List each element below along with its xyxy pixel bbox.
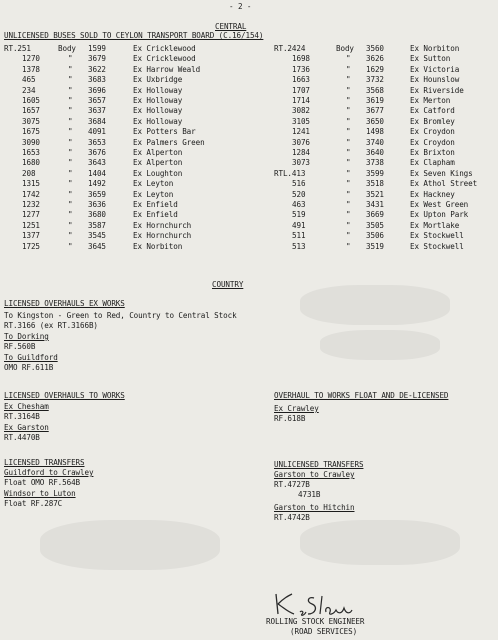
licensed-overhauls-ex-works-title: LICENSED OVERHAULS EX WORKS bbox=[4, 299, 125, 308]
body-number: 3677 bbox=[366, 106, 384, 116]
fleet-number: RT.251 bbox=[4, 44, 31, 53]
origin-garage: Ex Harrow Weald bbox=[133, 64, 201, 74]
unlicensed-transfers-title: UNLICENSED TRANSFERS bbox=[274, 460, 364, 469]
float-rf287c-line: Float RF.287C bbox=[4, 499, 63, 508]
to-dorking-value: RF.560B bbox=[4, 342, 36, 351]
body-label: Body bbox=[336, 44, 354, 53]
body-number: 3619 bbox=[366, 96, 384, 105]
body-number: 3676 bbox=[88, 148, 106, 157]
body-label: " bbox=[346, 158, 351, 168]
body-number: 3650 bbox=[366, 116, 384, 126]
float-omo-line: Float OMO RF.564B bbox=[4, 478, 81, 487]
fleet-number: 1663 bbox=[292, 75, 310, 85]
body-label: " bbox=[68, 106, 73, 116]
origin-garage: Ex Leyton bbox=[133, 179, 174, 189]
origin-garage: Ex Holloway bbox=[133, 106, 183, 116]
body-number: 3657 bbox=[88, 96, 106, 105]
body-label: " bbox=[68, 179, 73, 189]
to-dorking-label: To Dorking bbox=[4, 332, 49, 341]
body-number: 4091 bbox=[88, 127, 106, 137]
body-number: 1498 bbox=[366, 127, 384, 137]
body-number: 3636 bbox=[88, 200, 106, 209]
body-label: " bbox=[68, 158, 73, 168]
to-guildford-label: To Guildford bbox=[4, 353, 58, 362]
scan-smudge bbox=[300, 520, 460, 565]
right-table-row bbox=[0, 190, 498, 199]
body-label: " bbox=[68, 210, 73, 220]
origin-garage: Ex Alperton bbox=[133, 158, 183, 168]
fleet-number: 3075 bbox=[22, 116, 40, 126]
body-number: 3587 bbox=[88, 220, 106, 230]
body-number: 1492 bbox=[88, 179, 106, 189]
right-table-row bbox=[0, 242, 498, 251]
fleet-number: 234 bbox=[22, 85, 36, 95]
origin-garage: Ex Victoria bbox=[410, 64, 460, 74]
right-table-row bbox=[0, 127, 498, 136]
body-label: " bbox=[68, 54, 73, 64]
to-kingston-line: To Kingston - Green to Red, Country to Central Stock bbox=[4, 311, 237, 320]
ex-crawley-value: RF.618B bbox=[274, 414, 306, 423]
origin-garage: Ex Stockwell bbox=[410, 231, 464, 241]
body-label: " bbox=[68, 75, 73, 85]
country-heading: COUNTRY bbox=[212, 280, 244, 289]
windsor-to-luton-label: Windsor to Luton bbox=[4, 489, 76, 498]
origin-garage: Ex Hornchurch bbox=[133, 231, 192, 241]
fleet-number: 1742 bbox=[22, 189, 40, 199]
fleet-number: RT.2424 bbox=[274, 44, 306, 53]
body-number: 3738 bbox=[366, 158, 384, 168]
body-number: 3560 bbox=[366, 44, 384, 53]
rt4731b-line: 4731B bbox=[298, 490, 321, 499]
body-number: 3431 bbox=[366, 200, 384, 209]
body-number: 3626 bbox=[366, 54, 384, 64]
body-number: 3545 bbox=[88, 231, 106, 241]
origin-garage: Ex Croydon bbox=[410, 127, 455, 137]
right-table-row bbox=[0, 138, 498, 147]
body-label: " bbox=[346, 106, 351, 116]
fleet-number: 463 bbox=[292, 200, 306, 209]
right-table-row bbox=[0, 54, 498, 63]
origin-garage: Ex Mortlake bbox=[410, 220, 460, 230]
central-subheading: UNLICENSED BUSES SOLD TO CEYLON TRANSPORT BOARD (C.16/154) bbox=[4, 31, 264, 40]
fleet-number: 1277 bbox=[22, 210, 40, 220]
fleet-number: 1232 bbox=[22, 200, 40, 209]
fleet-number: 519 bbox=[292, 210, 306, 220]
body-label: " bbox=[346, 210, 351, 220]
body-number: 3622 bbox=[88, 64, 106, 74]
ex-chesham-value: RT.3164B bbox=[4, 412, 40, 421]
rt3166-line: RT.3166 (ex RT.3166B) bbox=[4, 321, 98, 330]
body-label: " bbox=[346, 85, 351, 95]
fleet-number: 511 bbox=[292, 231, 306, 241]
origin-garage: Ex Upton Park bbox=[410, 210, 469, 220]
origin-garage: Ex Hounslow bbox=[410, 75, 460, 85]
fleet-number: 1680 bbox=[22, 158, 40, 168]
body-number: 3679 bbox=[88, 54, 106, 64]
origin-garage: Ex Leyton bbox=[133, 189, 174, 199]
garston-to-hitchin-label: Garston to Hitchin bbox=[274, 503, 355, 512]
origin-garage: Ex Palmers Green bbox=[133, 137, 205, 147]
licensed-overhauls-to-works-title: LICENSED OVERHAULS TO WORKS bbox=[4, 391, 125, 400]
body-number: 3732 bbox=[366, 75, 384, 85]
body-number: 1599 bbox=[88, 44, 106, 53]
fleet-number: 1251 bbox=[22, 220, 40, 230]
ex-garston-label: Ex Garston bbox=[4, 423, 49, 432]
central-heading: CENTRAL bbox=[215, 22, 247, 31]
body-label: " bbox=[68, 220, 73, 230]
fleet-number: 1605 bbox=[22, 96, 40, 105]
right-table-row bbox=[0, 148, 498, 157]
body-label: " bbox=[346, 127, 351, 137]
body-label: " bbox=[346, 54, 351, 64]
origin-garage: Ex Holloway bbox=[133, 96, 183, 105]
right-table-row bbox=[0, 96, 498, 105]
origin-garage: Ex Brixton bbox=[410, 148, 455, 157]
origin-garage: Ex Cricklewood bbox=[133, 44, 196, 53]
body-number: 3680 bbox=[88, 210, 106, 220]
body-label: " bbox=[346, 148, 351, 157]
body-label: " bbox=[68, 189, 73, 199]
fleet-number: 1241 bbox=[292, 127, 310, 137]
fleet-number: 513 bbox=[292, 241, 306, 251]
page-number: - 2 - bbox=[229, 2, 252, 11]
guildford-to-crawley-label: Guildford to Crawley bbox=[4, 468, 94, 477]
origin-garage: Ex Hornchurch bbox=[133, 220, 192, 230]
licensed-transfers-title: LICENSED TRANSFERS bbox=[4, 458, 85, 467]
body-label: " bbox=[68, 137, 73, 147]
body-number: 3740 bbox=[366, 137, 384, 147]
body-number: 3519 bbox=[366, 241, 384, 251]
right-table-row bbox=[0, 179, 498, 188]
body-label: " bbox=[68, 127, 73, 137]
rt4727b-line: RT.4727B bbox=[274, 480, 310, 489]
scan-smudge bbox=[40, 520, 220, 570]
ex-chesham-label: Ex Chesham bbox=[4, 402, 49, 411]
origin-garage: Ex Clapham bbox=[410, 158, 455, 168]
body-label: " bbox=[346, 189, 351, 199]
body-number: 3506 bbox=[366, 231, 384, 241]
body-label: " bbox=[346, 64, 351, 74]
origin-garage: Ex Stockwell bbox=[410, 241, 464, 251]
scan-smudge bbox=[300, 285, 450, 325]
body-label: " bbox=[68, 168, 73, 178]
ex-garston-value: RT.4470B bbox=[4, 433, 40, 442]
fleet-number: 1284 bbox=[292, 148, 310, 157]
body-label: " bbox=[68, 148, 73, 157]
body-number: 3653 bbox=[88, 137, 106, 147]
body-label: " bbox=[346, 168, 351, 178]
body-label: " bbox=[68, 96, 73, 105]
to-guildford-value: OMO RF.611B bbox=[4, 363, 54, 372]
body-label: " bbox=[346, 231, 351, 241]
body-number: 3640 bbox=[366, 148, 384, 157]
origin-garage: Ex Alperton bbox=[133, 148, 183, 157]
fleet-number: 1675 bbox=[22, 127, 40, 137]
signature-subtitle: (ROAD SERVICES) bbox=[290, 627, 358, 636]
right-table-row bbox=[0, 75, 498, 84]
origin-garage: Ex Hackney bbox=[410, 189, 455, 199]
body-label: " bbox=[346, 96, 351, 105]
fleet-number: 3105 bbox=[292, 116, 310, 126]
garston-to-crawley-label: Garston to Crawley bbox=[274, 470, 355, 479]
origin-garage: Ex Norbiton bbox=[410, 44, 460, 53]
origin-garage: Ex Riverside bbox=[410, 85, 464, 95]
body-number: 3637 bbox=[88, 106, 106, 116]
body-label: " bbox=[346, 241, 351, 251]
fleet-number: 3076 bbox=[292, 137, 310, 147]
body-label: " bbox=[346, 116, 351, 126]
body-number: 1629 bbox=[366, 64, 384, 74]
origin-garage: Ex Holloway bbox=[133, 85, 183, 95]
body-number: 3684 bbox=[88, 116, 106, 126]
origin-garage: Ex Loughton bbox=[133, 168, 183, 178]
body-label: Body bbox=[58, 44, 76, 53]
body-label: " bbox=[68, 116, 73, 126]
fleet-number: 1378 bbox=[22, 64, 40, 74]
origin-garage: Ex Athol Street bbox=[410, 179, 478, 189]
fleet-number: 1653 bbox=[22, 148, 40, 157]
right-table-row bbox=[0, 44, 498, 53]
origin-garage: Ex Potters Bar bbox=[133, 127, 196, 137]
body-number: 3669 bbox=[366, 210, 384, 220]
fleet-number: 520 bbox=[292, 189, 306, 199]
fleet-number: 1315 bbox=[22, 179, 40, 189]
origin-garage: Ex Sutton bbox=[410, 54, 451, 64]
right-table-row bbox=[0, 169, 498, 178]
origin-garage: Ex Cricklewood bbox=[133, 54, 196, 64]
fleet-number: 3082 bbox=[292, 106, 310, 116]
origin-garage: Ex Bromley bbox=[410, 116, 455, 126]
body-number: 1404 bbox=[88, 168, 106, 178]
body-label: " bbox=[346, 75, 351, 85]
fleet-number: RTL.413 bbox=[274, 168, 306, 178]
overhaul-float-title: OVERHAUL TO WORKS FLOAT AND DE-LICENSED bbox=[274, 391, 449, 400]
origin-garage: Ex Seven Kings bbox=[410, 168, 473, 178]
right-table-row bbox=[0, 86, 498, 95]
origin-garage: Ex Holloway bbox=[133, 116, 183, 126]
right-table-row bbox=[0, 231, 498, 240]
origin-garage: Ex Uxbridge bbox=[133, 75, 183, 85]
fleet-number: 1698 bbox=[292, 54, 310, 64]
body-label: " bbox=[68, 241, 73, 251]
fleet-number: 491 bbox=[292, 220, 306, 230]
right-table-row bbox=[0, 210, 498, 219]
origin-garage: Ex Enfield bbox=[133, 210, 178, 220]
fleet-number: 3090 bbox=[22, 137, 40, 147]
body-number: 3518 bbox=[366, 179, 384, 189]
signature-title: ROLLING STOCK ENGINEER bbox=[266, 617, 365, 626]
fleet-number: 3073 bbox=[292, 158, 310, 168]
scan-smudge bbox=[320, 330, 440, 360]
fleet-number: 1270 bbox=[22, 54, 40, 64]
right-table-row bbox=[0, 200, 498, 209]
fleet-number: 1707 bbox=[292, 85, 310, 95]
body-number: 3659 bbox=[88, 189, 106, 199]
body-number: 3645 bbox=[88, 241, 106, 251]
ex-crawley-label: Ex Crawley bbox=[274, 404, 319, 413]
origin-garage: Ex Norbiton bbox=[133, 241, 183, 251]
fleet-number: 1736 bbox=[292, 64, 310, 74]
right-table-row bbox=[0, 221, 498, 230]
rt4742b-line: RT.4742B bbox=[274, 513, 310, 522]
body-number: 3568 bbox=[366, 85, 384, 95]
origin-garage: Ex West Green bbox=[410, 200, 469, 209]
origin-garage: Ex Catford bbox=[410, 106, 455, 116]
origin-garage: Ex Merton bbox=[410, 96, 451, 105]
right-table-row bbox=[0, 65, 498, 74]
origin-garage: Ex Enfield bbox=[133, 200, 178, 209]
body-label: " bbox=[68, 85, 73, 95]
body-label: " bbox=[346, 200, 351, 209]
fleet-number: 1725 bbox=[22, 241, 40, 251]
fleet-number: 1657 bbox=[22, 106, 40, 116]
right-table-row bbox=[0, 106, 498, 115]
body-label: " bbox=[68, 231, 73, 241]
body-label: " bbox=[68, 64, 73, 74]
right-table-row bbox=[0, 117, 498, 126]
body-label: " bbox=[68, 200, 73, 209]
fleet-number: 516 bbox=[292, 179, 306, 189]
body-number: 3521 bbox=[366, 189, 384, 199]
body-number: 3643 bbox=[88, 158, 106, 168]
origin-garage: Ex Croydon bbox=[410, 137, 455, 147]
body-number: 3599 bbox=[366, 168, 384, 178]
fleet-number: 208 bbox=[22, 168, 36, 178]
body-label: " bbox=[346, 179, 351, 189]
fleet-number: 465 bbox=[22, 75, 36, 85]
body-number: 3505 bbox=[366, 220, 384, 230]
fleet-number: 1714 bbox=[292, 96, 310, 105]
fleet-number: 1377 bbox=[22, 231, 40, 241]
body-number: 3683 bbox=[88, 75, 106, 85]
right-table-row bbox=[0, 158, 498, 167]
body-label: " bbox=[346, 220, 351, 230]
body-label: " bbox=[346, 137, 351, 147]
body-number: 3696 bbox=[88, 85, 106, 95]
